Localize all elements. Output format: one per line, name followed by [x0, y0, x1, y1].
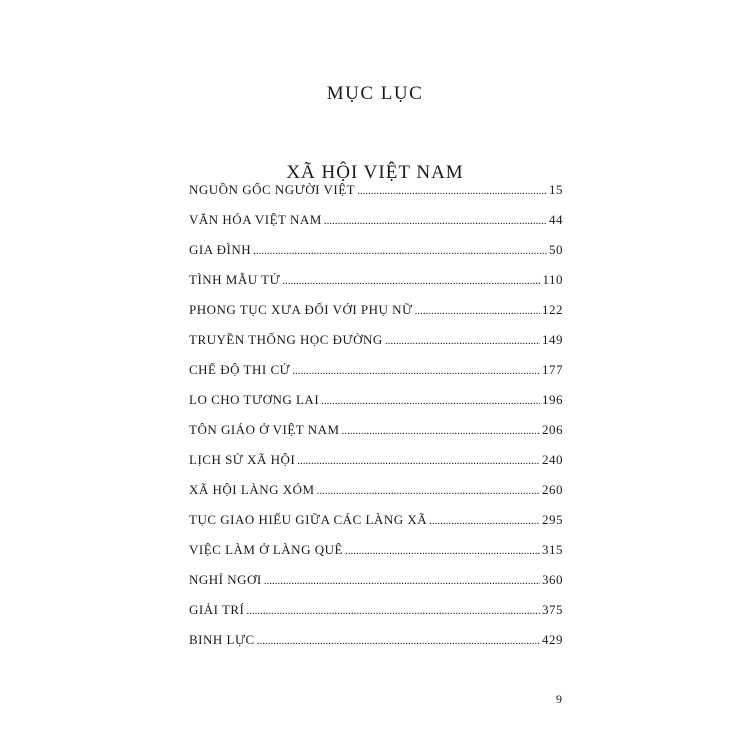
toc-entry-page: 206 [542, 422, 563, 437]
toc-entry-page: 315 [542, 542, 563, 557]
section-title: XÃ HỘI VIỆT NAM [286, 161, 464, 183]
toc-dot-leader [321, 395, 540, 407]
toc-entry-page: 110 [542, 272, 563, 287]
toc-entry-title: GIẢI TRÍ [189, 602, 245, 617]
toc-entry [189, 602, 563, 632]
toc-entry [189, 182, 563, 212]
toc-entry-title: TÌNH MẪU TỬ [189, 272, 281, 287]
toc-entry [189, 362, 563, 392]
toc-entry [189, 452, 563, 482]
toc-entry [189, 542, 563, 572]
toc-entry [189, 302, 563, 332]
toc-dot-leader [385, 335, 540, 347]
toc-dot-leader [415, 305, 540, 317]
toc-dot-leader [292, 365, 540, 377]
toc-entry-title: NGHỈ NGƠI [189, 572, 262, 587]
toc-entry [189, 332, 563, 362]
toc-entry-title: PHONG TỤC XƯA ĐỐI VỚI PHỤ NỮ [189, 302, 413, 317]
toc-dot-leader [345, 545, 540, 557]
toc-dot-leader [429, 515, 540, 527]
toc-dot-leader [317, 485, 540, 497]
page-number: 9 [556, 692, 562, 706]
toc-entry-title: VĂN HÓA VIỆT NAM [189, 212, 322, 227]
toc-list [189, 182, 563, 662]
toc-entry-title: TỤC GIAO HIẾU GIỮA CÁC LÀNG XÃ [189, 512, 428, 527]
toc-dot-leader [264, 575, 540, 587]
toc-entry-page: 240 [542, 452, 563, 467]
toc-entry-title: VIỆC LÀM Ở LÀNG QUÊ [189, 542, 343, 557]
toc-dot-leader [282, 275, 540, 287]
toc-dot-leader [342, 425, 540, 437]
toc-entry-page: 360 [542, 572, 563, 587]
toc-entry [189, 272, 563, 302]
toc-entry-title: NGUỒN GỐC NGƯỜI VIỆT [189, 182, 356, 197]
page-title: MỤC LỤC [326, 82, 424, 104]
toc-entry [189, 212, 563, 242]
toc-entry-title: LO CHO TƯƠNG LAI [189, 392, 320, 407]
toc-entry-title: CHẾ ĐỘ THI CỬ [189, 362, 291, 377]
toc-entry [189, 422, 563, 452]
toc-entry-page: 429 [542, 632, 563, 647]
toc-dot-leader [257, 635, 540, 647]
toc-entry-page: 260 [542, 482, 563, 497]
toc-entry [189, 632, 563, 662]
toc-entry-page: 44 [549, 212, 563, 227]
toc-entry-title: LỊCH SỬ XÃ HỘI [189, 452, 296, 467]
toc-entry-page: 177 [542, 362, 563, 377]
toc-entry-page: 196 [542, 392, 563, 407]
toc-entry-page: 15 [549, 182, 563, 197]
toc-entry [189, 242, 563, 272]
toc-dot-leader [246, 605, 540, 617]
toc-entry-title: XÃ HỘI LÀNG XÓM [189, 482, 315, 497]
toc-entry [189, 482, 563, 512]
toc-entry-title: TRUYỀN THỐNG HỌC ĐƯỜNG [189, 332, 383, 347]
toc-entry-page: 149 [542, 332, 563, 347]
toc-entry-title: TÔN GIÁO Ở VIỆT NAM [189, 422, 340, 437]
toc-entry [189, 572, 563, 602]
toc-entry-page: 50 [549, 242, 563, 257]
toc-entry-page: 122 [542, 302, 563, 317]
toc-entry-page: 375 [542, 602, 563, 617]
toc-entry-title: BINH LỰC [189, 632, 255, 647]
toc-dot-leader [324, 215, 547, 227]
toc-dot-leader [253, 245, 547, 257]
toc-dot-leader [297, 455, 540, 467]
toc-entry [189, 392, 563, 422]
toc-entry [189, 512, 563, 542]
toc-dot-leader [357, 185, 547, 197]
toc-entry-title: GIA ĐÌNH [189, 242, 252, 257]
toc-entry-page: 295 [542, 512, 563, 527]
